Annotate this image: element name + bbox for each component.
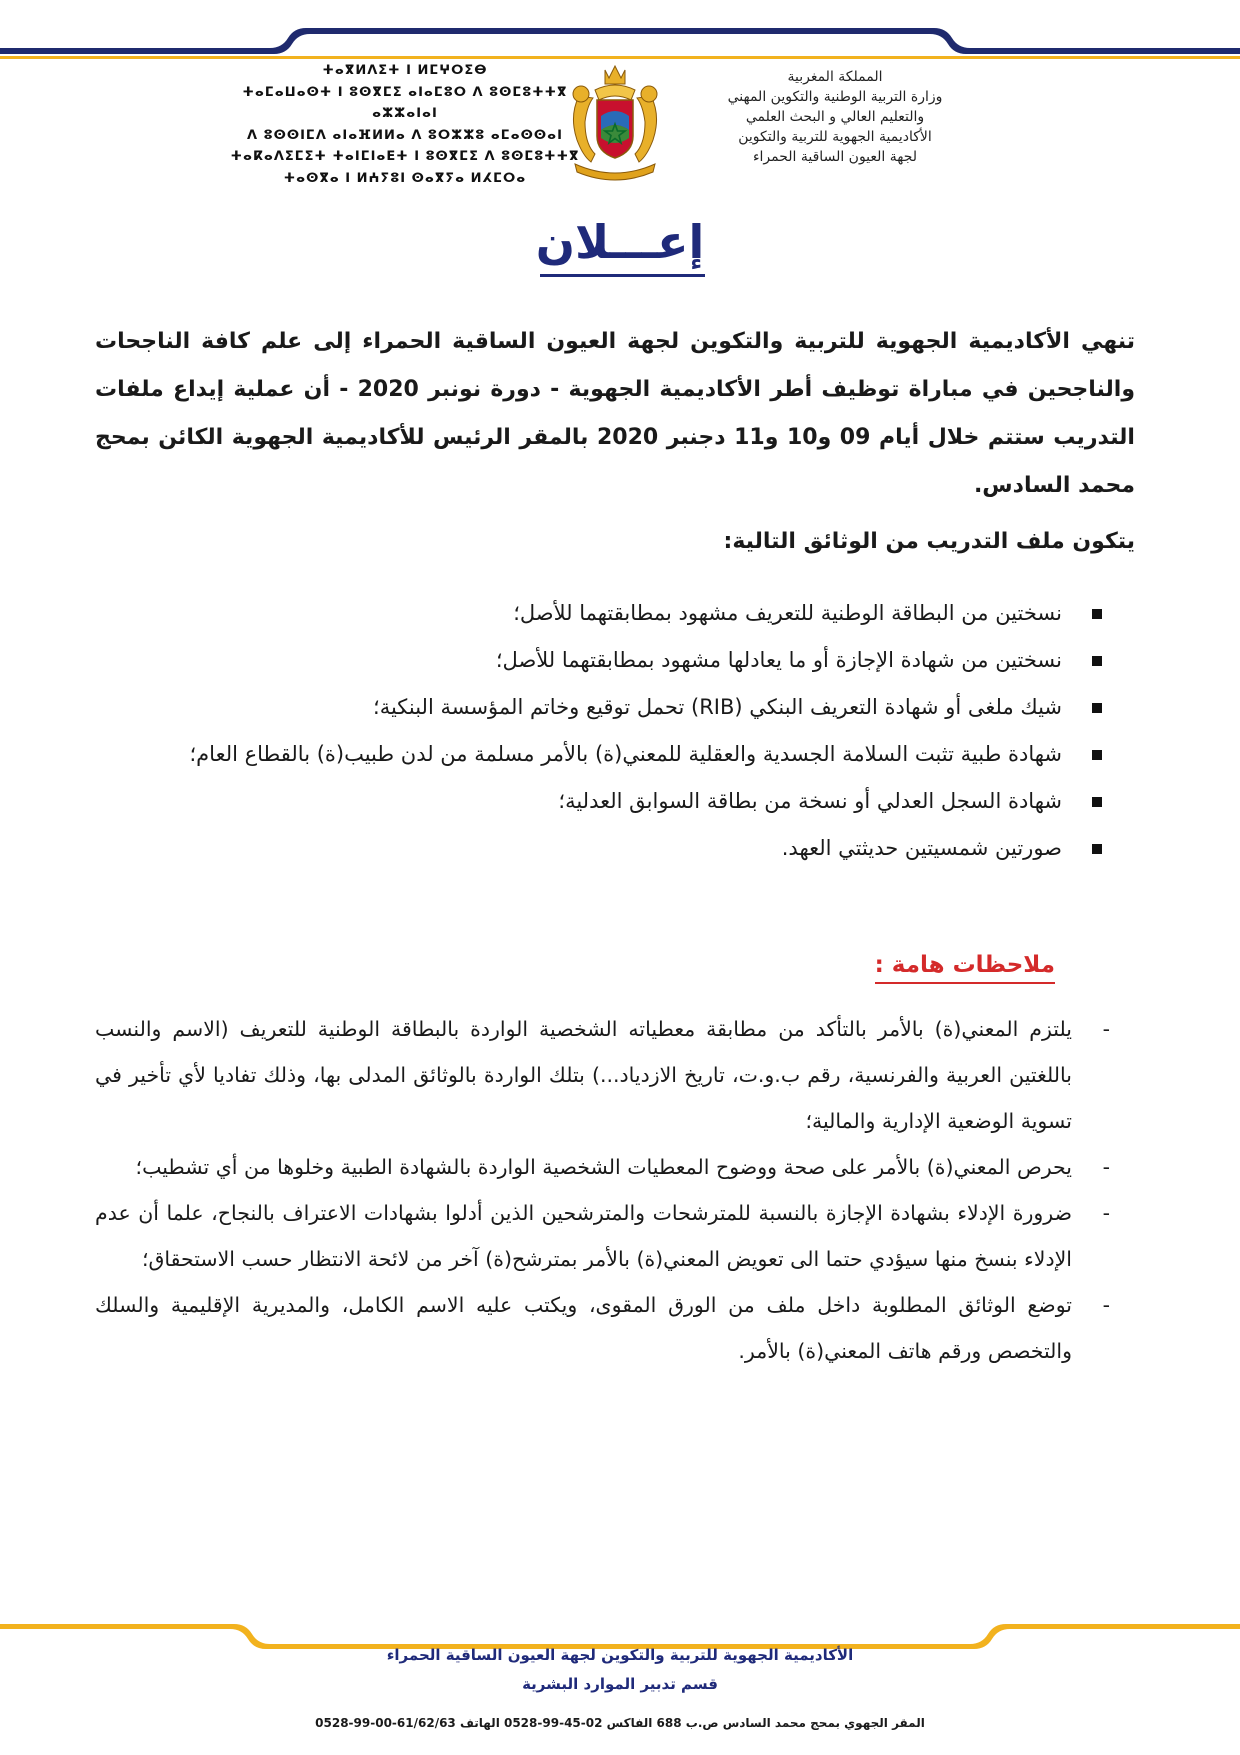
bullet-icon	[1092, 750, 1102, 760]
document-text: نسختين من البطاقة الوطنية للتعريف مشهود بمطابقتهما للأصل؛	[513, 601, 1062, 625]
document-text: صورتين شمسيتين حديثتي العهد.	[781, 836, 1062, 860]
intro-paragraph: تنهي الأكاديمية الجهوية للتربية والتكوين لجهة العيون الساقية الحمراء إلى علم كافة الناجحات والناجحين في مباراة توظيف أطر الأكاديمية الجهوية - دورة نونبر 2020 - أن عملية إيداع ملفات التدريب ستتم خلال أيام 09 و10 و11 دجنبر 2020 بالمقر الرئيس للأكاديمية الجهوية الكائن بمحج محمد السادس.	[95, 329, 1135, 498]
list-item	[95, 684, 1080, 731]
header-ar-line: والتعليم العالي و البحث العلمي	[745, 109, 925, 125]
dash-icon: -	[1102, 1017, 1110, 1041]
header-tf-line: ⵜⴰⴳⵍⴷⵉⵜ ⵏ ⵍⵎⵖⵔⵉⴱ	[322, 63, 488, 78]
note-text: ضرورة الإدلاء بشهادة الإجازة بالنسبة للمترشحات والمترشحين الذين أدلوا بشهادات الاعتراف بالنجاح، علما أن عدم الإدلاء بنسخ منها سيؤدي حتما الى تعويض المعني(ة) بالأمر بمترشح(ة) آخر من لائحة الانتظار حسب الاستحقاق؛	[95, 1201, 1072, 1271]
header-ar-line: الأكاديمية الجهوية للتربية والتكوين	[738, 129, 932, 145]
ministry-header-arabic	[705, 67, 965, 167]
title-underline	[540, 274, 705, 277]
bullet-icon	[1092, 656, 1102, 666]
page-title: إعـــلان	[535, 215, 705, 269]
note-text: توضع الوثائق المطلوبة داخل ملف من الورق المقوى، ويكتب عليه الاسم الكامل، والمديرية الإقليمية والسلك والتخصص ورقم هاتف المعني(ة) بالأمر.	[95, 1293, 1072, 1363]
list-item	[95, 1190, 1110, 1282]
bullet-icon	[1092, 844, 1102, 854]
bullet-icon	[1092, 703, 1102, 713]
notes-heading: ملاحظات هامة :	[875, 948, 1055, 984]
document-text: نسختين من شهادة الإجازة أو ما يعادلها مشهود بمطابقتهما للأصل؛	[495, 648, 1062, 672]
announcement-body	[95, 318, 1135, 1374]
list-item	[95, 1144, 1110, 1190]
documents-list	[95, 590, 1135, 872]
document-text: شيك ملغى أو شهادة التعريف البنكي (RIB) تحمل توقيع وخاتم المؤسسة البنكية؛	[373, 695, 1062, 719]
header-ar-line: المملكة المغربية	[787, 69, 883, 85]
coat-of-arms-icon	[565, 56, 665, 181]
documents-heading: يتكون ملف التدريب من الوثائق التالية:	[723, 529, 1135, 554]
list-item	[95, 1282, 1110, 1374]
document-text: شهادة السجل العدلي أو نسخة من بطاقة السوابق العدلية؛	[558, 789, 1062, 813]
notes-list	[95, 1006, 1135, 1374]
list-item	[95, 637, 1080, 684]
footer	[200, 1640, 1040, 1740]
list-item	[95, 590, 1080, 637]
header-ar-line: وزارة التربية الوطنية والتكوين المهني	[727, 89, 943, 105]
list-item	[95, 825, 1080, 872]
footer-contact: المقر الجهوي بمحج محمد السادس ص.ب 688 الفاكس 02-45-99-0528 الهاتف 61/62/63-00-99-0528	[315, 1716, 925, 1730]
note-text: يلتزم المعني(ة) بالأمر بالتأكد من مطابقة معطياته الشخصية الواردة بالبطاقة الوطنية للتعريف (الاسم والنسب باللغتين العربية والفرنسية، رقم ب.و.ت، تاريخ الازدياد...) بتلك الواردة بالوثائق المدلى بها، وذلك تفاديا لأي تأخير في تسوية الوضعية الإدارية والمالية؛	[95, 1017, 1072, 1133]
bullet-icon	[1092, 609, 1102, 619]
header-tf-line: ⵜⴰⵙⴳⴰ ⵏ ⵍⵄⵢⵓⵏ ⵙⴰⴳⵢⴰ ⵍⵃⵎⵔⴰ	[283, 170, 527, 186]
header-band	[0, 20, 1240, 60]
list-item	[95, 731, 1080, 778]
bullet-icon	[1092, 797, 1102, 807]
list-item	[95, 1006, 1110, 1144]
footer-academy: الأكاديمية الجهوية للتربية والتكوين لجهة العيون الساقية الحمراء	[386, 1646, 854, 1664]
document-text: شهادة طبية تثبت السلامة الجسدية والعقلية للمعني(ة) بالأمر مسلمة من لدن طبيب(ة) بالقطاع العام؛	[189, 742, 1062, 766]
header-tf-line: ⵜⴰⵎⴰⵡⴰⵙⵜ ⵏ ⵓⵙⴳⵎⵉ ⴰⵏⴰⵎⵓⵔ ⴷ ⵓⵙⵎⵓⵜⵜⴳ ⴰⵣⵣⴰⵏⴰⵏ	[242, 84, 568, 121]
dash-icon: -	[1102, 1201, 1110, 1225]
note-text: يحرص المعني(ة) بالأمر على صحة ووضوح المعطيات الشخصية الواردة بالشهادة الطبية وخلوها من أي تشطيب؛	[135, 1155, 1072, 1179]
footer-department: قسم تدبير الموارد البشرية	[522, 1675, 718, 1693]
header-tf-line: ⴷ ⵓⵙⵙⵏⵎⴷ ⴰⵏⴰⴼⵍⵍⴰ ⴷ ⵓⵔⵣⵣⵓ ⴰⵎⴰⵙⵙⴰⵏ	[247, 127, 563, 143]
dash-icon: -	[1102, 1155, 1110, 1179]
header-ar-line: لجهة العيون الساقية الحمراء	[752, 149, 918, 165]
header-tf-line: ⵜⴰⴽⴰⴷⵉⵎⵉⵜ ⵜⴰⵏⵎⵏⴰⴹⵜ ⵏ ⵓⵙⴳⵎⵉ ⴷ ⵓⵙⵎⵓⵜⵜⴳ	[230, 149, 580, 164]
list-item	[95, 778, 1080, 825]
header-band-navy	[0, 28, 1240, 54]
ministry-header-tifinagh	[225, 60, 585, 189]
dash-icon: -	[1102, 1293, 1110, 1317]
